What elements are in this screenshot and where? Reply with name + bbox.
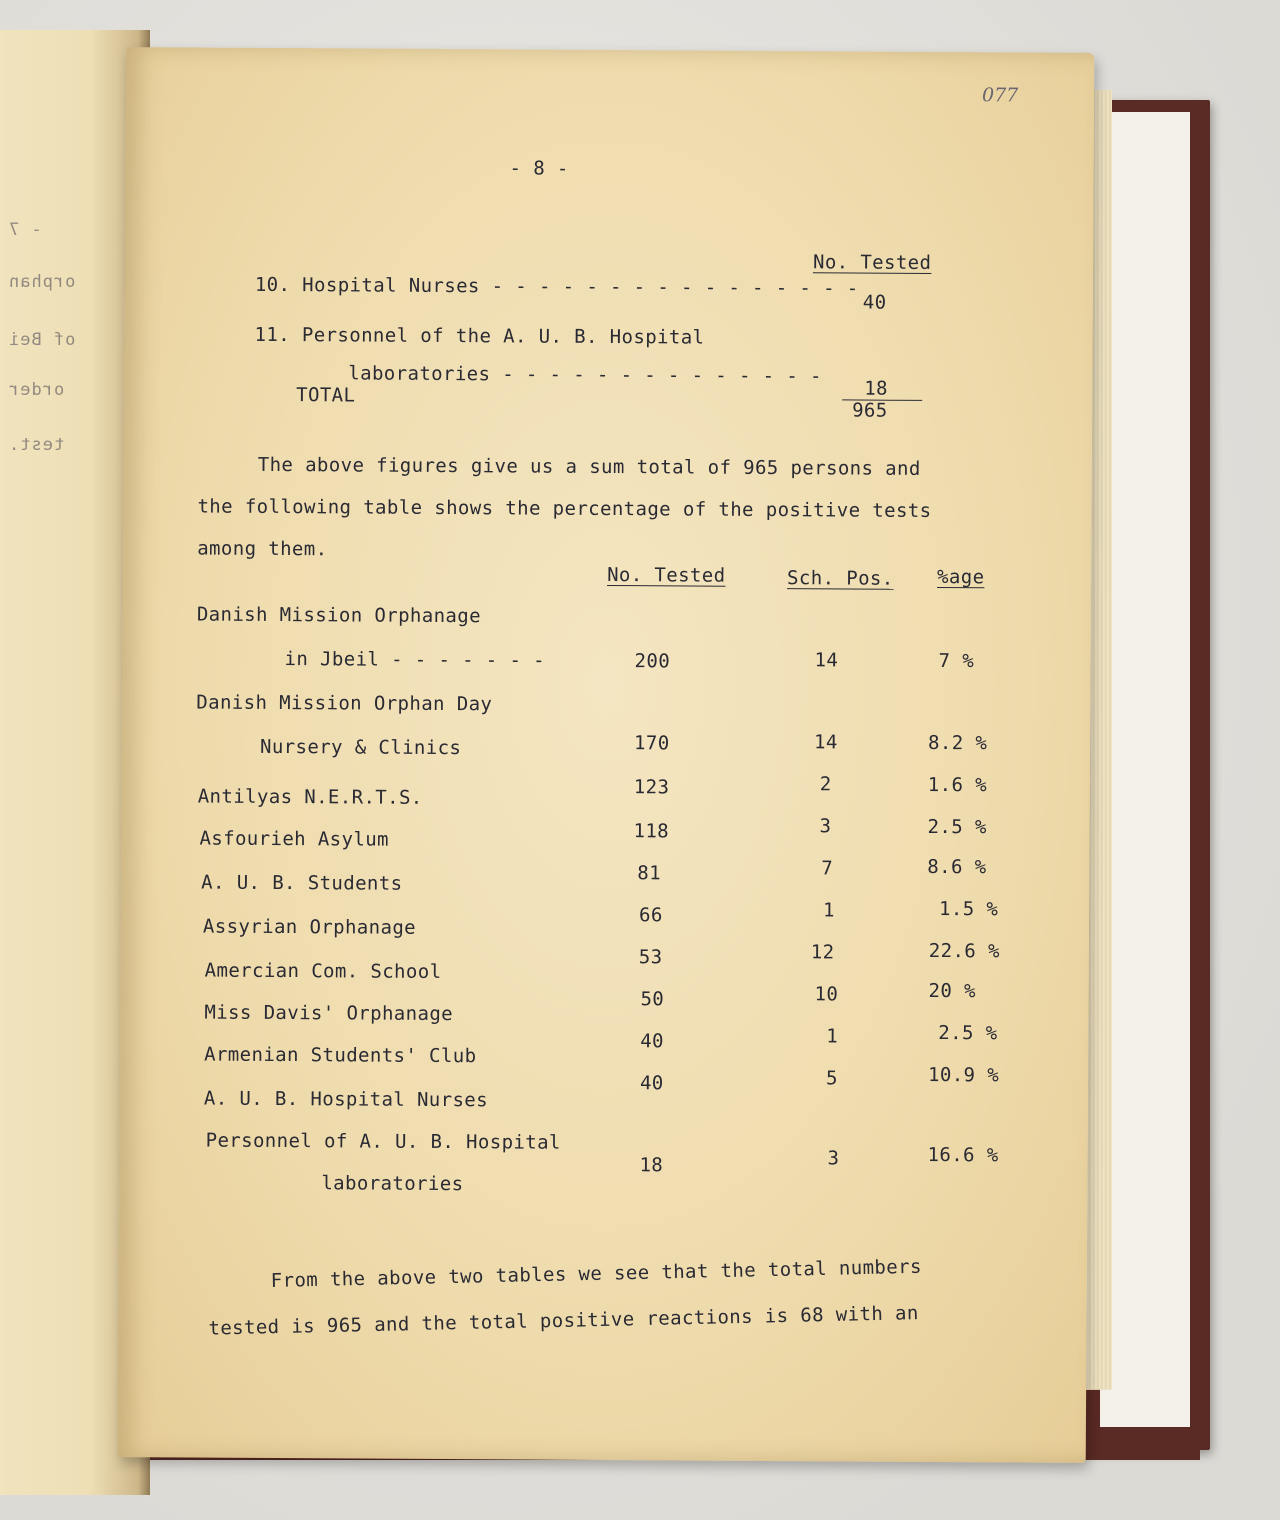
table-row-name: Danish Mission Orphanage [196,603,482,628]
table-cell-positive: 10 [814,983,839,1006]
table-row-name: Armenian Students' Club [204,1043,477,1068]
paragraph-line: tested is 965 and the total positive reactions is 68 with an [208,1302,919,1340]
table-cell-tested: 123 [633,776,670,799]
list-item-label: 10. Hospital Nurses - - - - - - - - - - - - - - - - [254,273,859,300]
corner-annotation: 077 [981,84,1019,107]
table-cell-percentage: 8.2 % [928,731,988,755]
table-cell-positive: 3 [827,1147,840,1170]
table-cell-percentage: 2.5 % [938,1022,998,1045]
table-cell-positive: 1 [826,1025,839,1048]
table-cell-percentage: 16.6 % [927,1143,999,1167]
table-row-name: Miss Davis' Orphanage [204,1001,454,1026]
table-cell-percentage: 20 % [928,979,976,1003]
list-item-value: 18 [864,377,888,400]
table-cell-tested: 118 [633,820,670,843]
endpaper [1100,112,1190,1427]
table-row-name: in Jbeil - - - - - - - [284,648,546,672]
table-row-name: Personnel of A. U. B. Hospital [205,1129,561,1154]
table-header-percentage: %age [937,566,985,589]
table-row-name: Assyrian Orphanage [202,915,417,939]
table-row-name: Nursery & Clinics [259,735,462,760]
table-cell-tested: 81 [637,862,662,885]
paragraph-line: From the above two tables we see that the total numbers [270,1255,923,1292]
table-cell-tested: 200 [634,650,671,673]
list-item-value: 40 [862,291,887,314]
table-header-positive: Sch. Pos. [787,567,894,590]
table-cell-positive: 1 [822,899,835,922]
paragraph-line: The above figures give us a sum total of 965 persons and [257,453,921,480]
table-row-name: Antilyas N.E.R.T.S. [197,785,423,809]
table-cell-tested: 18 [639,1154,664,1177]
table-row-name: laboratories [321,1172,464,1196]
list-item-label: 11. Personnel of the A. U. B. Hospital [254,323,705,349]
table-cell-percentage: 10.9 % [927,1063,1000,1087]
left-page-fragment: - 7 [8,220,42,240]
table-cell-percentage: 8.6 % [927,855,987,879]
table-cell-positive: 7 [821,857,834,880]
total-value: 965 [852,399,888,422]
left-page-fragment: test. [8,435,65,455]
table-row-name: Asfourieh Asylum [199,827,389,851]
list-header-tested: No. Tested [812,251,932,274]
left-page-fragment: orphan [8,272,76,292]
table-cell-tested: 53 [638,946,663,969]
table-cell-tested: 40 [640,1030,665,1053]
table-cell-percentage: 1.6 % [927,773,988,797]
table-cell-positive: 5 [825,1067,838,1090]
table-cell-positive: 14 [814,731,838,754]
table-cell-tested: 50 [640,988,665,1011]
total-label: TOTAL [296,384,356,407]
paragraph-line: the following table shows the percentage of the positive tests [197,495,932,522]
table-cell-percentage: 1.5 % [938,898,999,921]
table-header-tested: No. Tested [607,564,726,587]
left-page-fragment: of Bei [8,330,76,350]
table-cell-positive: 3 [819,815,832,838]
table-row-name: Danish Mission Orphan Day [196,691,493,716]
table-cell-percentage: 7 % [938,650,975,673]
table-cell-positive: 14 [814,649,839,672]
document-page [118,47,1095,1463]
list-item-label: laboratories - - - - - - - - - - - - - - [348,362,822,388]
paragraph-line: among them. [197,537,328,561]
left-page-fragment: order [8,380,65,400]
table-cell-percentage: 22.6 % [928,939,1000,963]
table-cell-tested: 66 [638,904,663,927]
table-row-name: Amercian Com. School [204,959,442,983]
table-cell-tested: 40 [639,1072,664,1095]
table-cell-percentage: 2.5 % [927,815,987,839]
table-cell-tested: 170 [634,732,670,755]
table-cell-positive: 12 [810,941,835,964]
page-number: - 8 - [509,157,569,180]
table-cell-positive: 2 [819,773,832,796]
table-row-name: A. U. B. Hospital Nurses [203,1087,489,1112]
table-row-name: A. U. B. Students [201,871,403,895]
